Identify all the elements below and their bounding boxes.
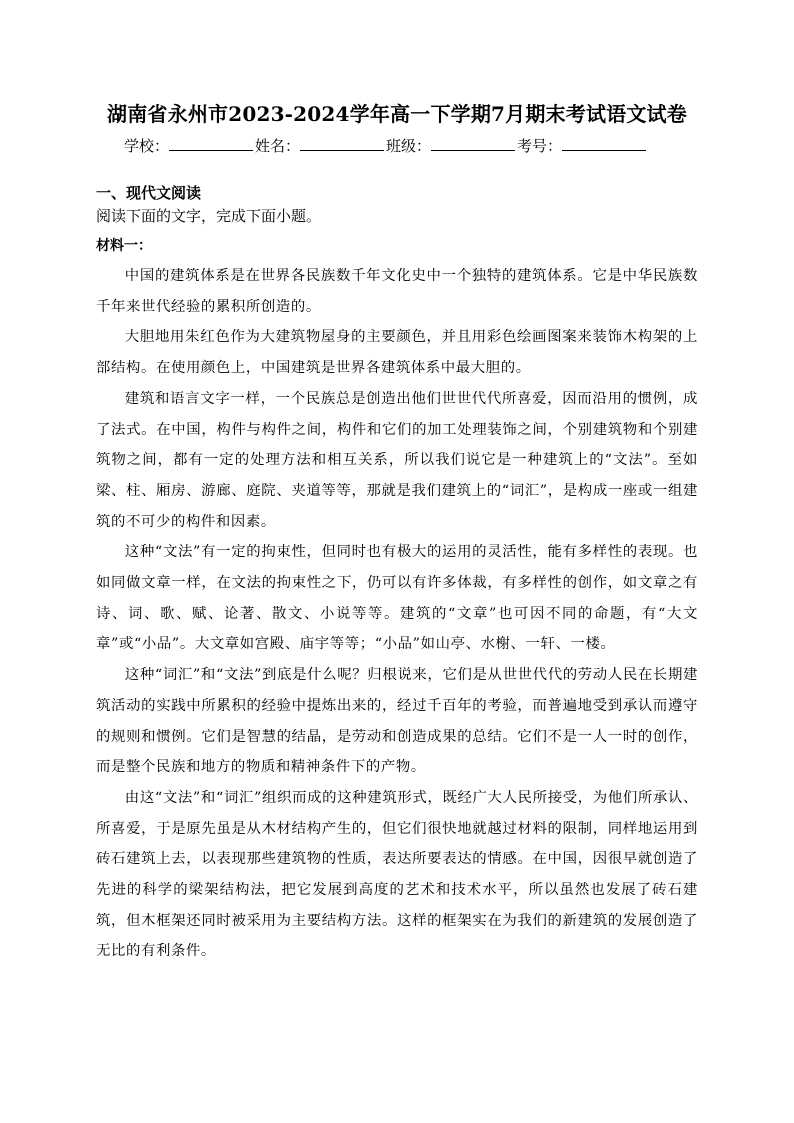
name-blank <box>300 134 384 151</box>
name-label: 姓名： <box>255 137 301 155</box>
section-heading: 一、现代文阅读 <box>96 184 202 202</box>
reading-instruction: 阅读下面的文字，完成下面小题。 <box>96 207 322 225</box>
passage-paragraph: 建筑和语言文字一样，一个民族总是创造出他们世世代代所喜爱，因而沿用的惯例，成了法式。在中国，构件与构件之间，构件和它们的加工处理装饰之间，个别建筑物和个别建筑物之间，都有一定的处理方法和相互关系，所以我们说它是一种建筑上的“文法”。至如梁、柱、厢房、游廊、庭院、夹道等等，那就是我们建筑上的“词汇”，是构成一座或一组建筑的不可少的构件和因素。 <box>96 390 698 530</box>
exam-title: 湖南省永州市2023-2024学年高一下学期7月期末考试语文试卷 <box>107 102 687 126</box>
reading-passage <box>96 261 698 967</box>
class-blank <box>431 134 515 151</box>
passage-paragraph: 由这“文法”和“词汇”组织而成的这种建筑形式，既经广大人民所接受，为他们所承认、所喜爱，于是原先虽是从木材结构产生的，但它们很快地就越过材料的限制，同样地运用到砖石建筑上去，以表现那些建筑物的性质，表达所要表达的情感。在中国，因很早就创造了先进的科学的梁架结构法，把它发展到高度的艺术和技术水平，所以虽然也发展了砖石建筑，但木框架还同时被采用为主要结构方法。这样的框架实在为我们的新建筑的发展创造了无比的有利条件。 <box>96 789 698 960</box>
school-blank <box>169 134 253 151</box>
passage-paragraph: 中国的建筑体系是在世界各民族数千年文化史中一个独特的建筑体系。它是中华民族数千年来世代经验的累积所创造的。 <box>96 268 698 315</box>
passage-paragraph: 这种“词汇”和“文法”到底是什么呢？归根说来，它们是从世世代代的劳动人民在长期建筑活动的实践中所累积的经验中提炼出来的，经过千百年的考验，而普遍地受到承认而遵守的规则和惯例。它们是智慧的结晶，是劳动和创造成果的总结。它们不是一人一时的创作，而是整个民族和地方的物质和精神条件下的产物。 <box>96 667 698 776</box>
class-label: 班级： <box>386 137 432 155</box>
exam-no-label: 考号： <box>517 137 563 155</box>
student-info-line <box>124 134 648 157</box>
passage-paragraph: 这种“文法”有一定的拘束性，但同时也有极大的运用的灵活性，能有多样性的表现。也如同做文章一样，在文法的拘束性之下，仍可以有许多体裁，有多样性的创作，如文章之有诗、词、歌、赋、论著、散文、小说等等。建筑的“文章”也可因不同的命题，有“大文章”或“小品”。大文章如宫殿、庙宇等等；“小品”如山亭、水榭、一轩、一楼。 <box>96 544 698 653</box>
passage-paragraph: 大胆地用朱红色作为大建筑物屋身的主要颜色，并且用彩色绘画图案来装饰木构架的上部结构。在使用颜色上，中国建筑是世界各建筑体系中最大胆的。 <box>96 329 698 377</box>
school-label: 学校： <box>124 137 170 155</box>
exam-no-blank <box>562 134 646 151</box>
material-label: 材料一： <box>96 238 152 254</box>
